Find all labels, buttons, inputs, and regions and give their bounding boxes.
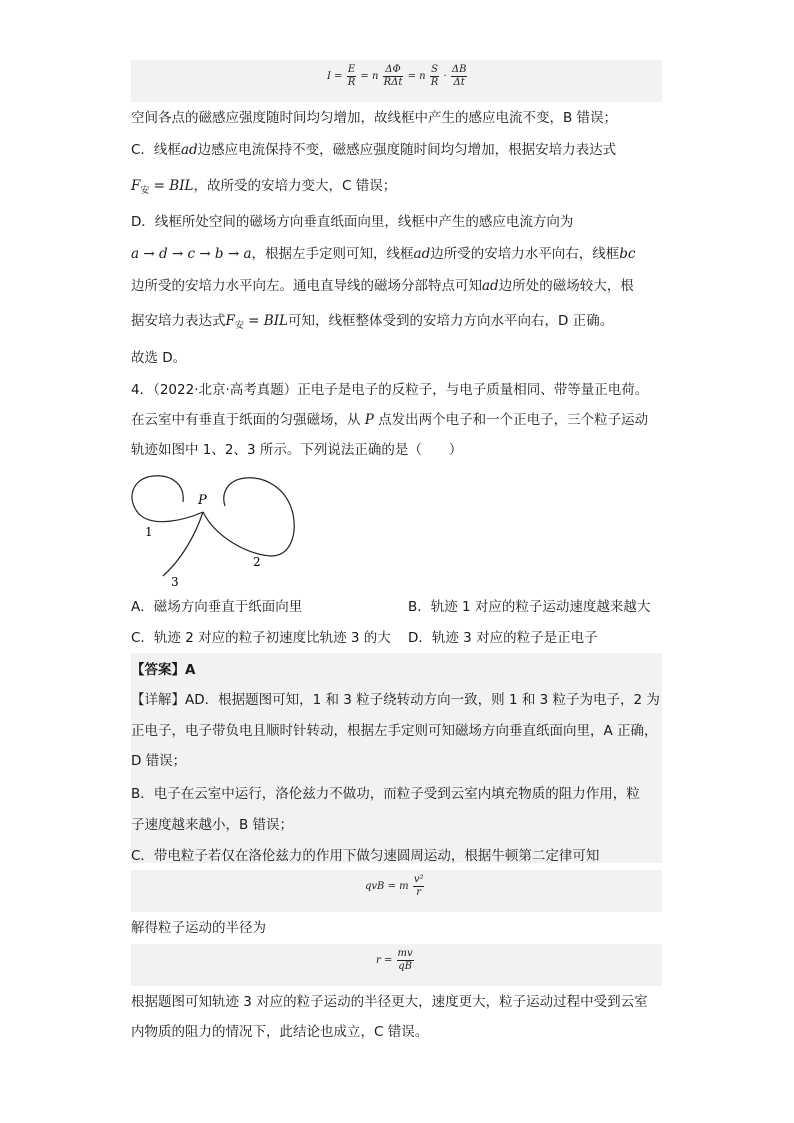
variable: F	[225, 313, 235, 329]
text: 边所处的磁场较大，根	[498, 278, 634, 294]
fraction-num: mv	[397, 948, 413, 959]
variable: ad	[413, 246, 431, 262]
detail-line: 子速度越来越小，B 错误；	[131, 817, 294, 833]
fraction-den: qB	[398, 961, 412, 972]
trajectory-1	[132, 476, 203, 522]
text: 据安培力表达式	[131, 313, 226, 329]
fraction-den: r	[416, 887, 422, 898]
variable: = BIL	[149, 178, 194, 194]
variable: P	[364, 412, 374, 428]
eq-text: = n	[407, 71, 426, 82]
fraction-den: RΔt	[383, 77, 403, 88]
variable: F	[131, 178, 141, 194]
paragraph-line: 空间各点的磁感应强度随时间均匀增加，故线框中产生的感应电流不变，B 错误；	[131, 110, 618, 126]
fraction	[383, 64, 404, 89]
fraction	[397, 948, 414, 973]
paragraph-line: 故选 D。	[131, 350, 187, 366]
option-d: D．轨迹 3 对应的粒子是正电子	[408, 630, 598, 646]
variable: = BIL	[243, 313, 289, 329]
text: ，故所受的安培力变大，C 错误；	[193, 178, 397, 194]
paragraph-line	[131, 311, 613, 336]
question-line: 4．（2022·北京·高考真题）正电子是电子的反粒子，与电子质量相同、带等量正电荷。	[131, 382, 649, 398]
option-a: A．磁场方向垂直于纸面向里	[131, 599, 303, 615]
label-1: 1	[145, 525, 153, 539]
paragraph-line	[131, 140, 616, 160]
fraction	[413, 874, 425, 899]
detail-line: 【详解】AD．根据题图可知，1 和 3 粒子绕转动方向一致，则 1 和 3 粒子为电子，2 为	[131, 692, 660, 708]
label-2: 2	[253, 555, 261, 569]
text: 边感应电流保持不变，磁感应强度随时间均匀增加，根据安培力表达式	[197, 142, 617, 158]
label-3: 3	[171, 575, 179, 589]
text: C．线框	[131, 142, 181, 158]
fraction-num: v²	[413, 874, 424, 885]
question-line: 轨迹如图中 1、2、3 所示。下列说法正确的是（ ）	[131, 442, 463, 458]
fraction	[451, 64, 468, 89]
variable: bc	[619, 246, 636, 262]
fraction-num: ΔB	[451, 64, 467, 75]
paragraph-line: 解得粒子运动的半径为	[131, 920, 266, 936]
text: 在云室中有垂直于纸面的匀强磁场，从	[131, 412, 365, 428]
option-c: C．轨迹 2 对应的粒子初速度比轨迹 3 的大	[131, 630, 391, 646]
variable: ad	[180, 142, 198, 158]
paragraph-line	[131, 176, 396, 201]
current-direction: a → d → c → b → a	[131, 246, 252, 262]
equation-current	[327, 64, 468, 89]
eq-text: ·	[443, 71, 447, 82]
variable: ad	[482, 278, 499, 294]
eq-text: r =	[376, 955, 393, 966]
trajectory-2	[203, 478, 294, 556]
paragraph-line: D．线框所处空间的磁场方向垂直纸面向里，线框中产生的感应电流方向为	[131, 214, 574, 230]
fraction-den: Δt	[453, 77, 465, 88]
fraction-num: E	[347, 64, 356, 75]
text: 可知，线框整体受到的安培力方向水平向右，D 正确。	[288, 313, 614, 329]
fraction-den: R	[430, 77, 439, 88]
question-line	[131, 410, 648, 430]
paragraph-line: 内物质的阻力的情况下，此结论也成立，C 错误。	[131, 1024, 429, 1040]
fraction	[430, 64, 440, 89]
fraction-num: S	[431, 64, 438, 75]
paragraph-line	[131, 244, 635, 264]
option-b: B．轨迹 1 对应的粒子运动速度越来越大	[408, 599, 651, 615]
subscript: 安	[140, 186, 150, 196]
paragraph-line	[131, 276, 634, 296]
equation-newton	[365, 874, 425, 899]
text: ，根据左手定则可知，线框	[251, 246, 414, 262]
fraction	[347, 64, 357, 89]
detail-line: D 错误；	[131, 753, 187, 769]
fraction-num: ΔΦ	[383, 64, 404, 77]
eq-text: = n	[360, 71, 379, 82]
fraction-den: R	[347, 77, 356, 88]
text: 边所受的安培力水平向左。通电直导线的磁场分部特点可知	[131, 278, 482, 294]
subscript: 安	[234, 321, 244, 331]
detail-line: 正电子，电子带负电且顺时针转动，根据左手定则可知磁场方向垂直纸面向里，A 正确，	[131, 723, 658, 739]
paragraph-line: 根据题图可知轨迹 3 对应的粒子运动的半径更大，速度更大，粒子运动过程中受到云室	[131, 994, 648, 1010]
label-P: P	[198, 493, 207, 508]
detail-line: C．带电粒子若仅在洛伦兹力的作用下做匀速圆周运动，根据牛顿第二定律可知	[131, 848, 600, 864]
eq-text: qvB = m	[365, 881, 409, 892]
equation-radius	[376, 948, 415, 973]
answer-label: 【答案】A	[131, 662, 196, 678]
eq-text: I =	[327, 71, 343, 82]
detail-line: B．电子在云室中运行，洛伦兹力不做功，而粒子受到云室内填充物质的阻力作用，粒	[131, 786, 640, 802]
text: 边所受的安培力水平向右，线框	[430, 246, 620, 262]
text: 点发出两个电子和一个正电子，三个粒子运动	[373, 412, 649, 428]
trajectory-figure	[125, 470, 305, 590]
